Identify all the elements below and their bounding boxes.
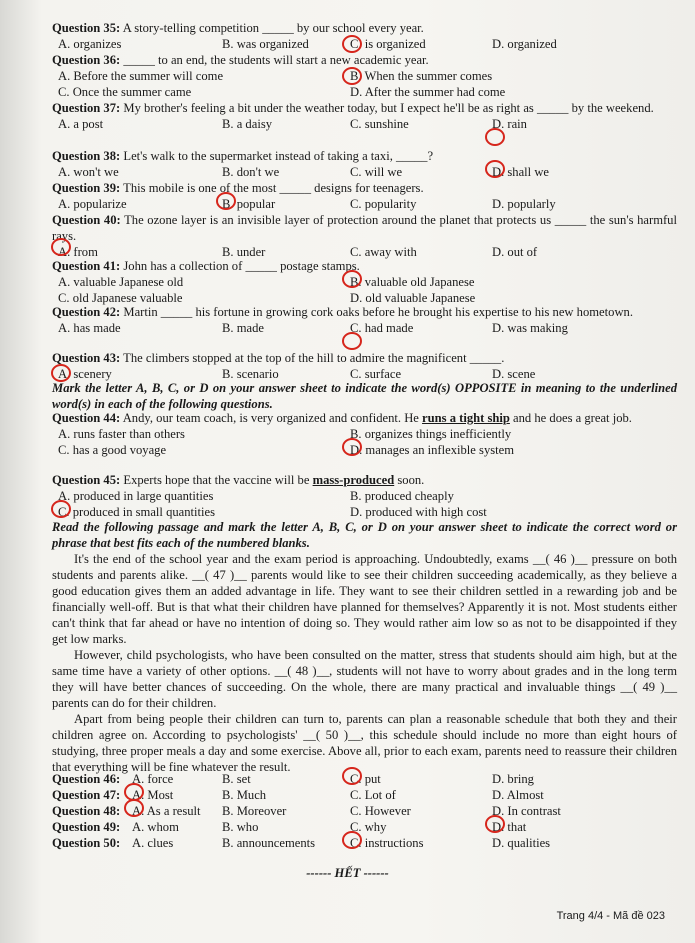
answer-circle — [485, 160, 505, 178]
option-c[interactable]: C. why — [350, 820, 387, 834]
option-b[interactable]: B. announcements — [222, 836, 316, 850]
option-d[interactable]: D. qualities — [492, 836, 551, 850]
option-a[interactable]: A. Before the summer will come — [58, 69, 224, 83]
option-d[interactable]: D. rain — [492, 117, 527, 131]
option-d[interactable]: D. produced with high cost — [350, 505, 487, 519]
option-d[interactable]: D. Almost — [492, 788, 544, 802]
option-c[interactable]: C. Once the summer came — [58, 85, 192, 99]
option-b[interactable]: B. don't we — [222, 165, 280, 179]
option-a[interactable]: A. organizes — [58, 37, 122, 51]
option-c[interactable]: C. surface — [350, 367, 402, 381]
option-d[interactable]: D. shall we — [492, 165, 550, 179]
option-a[interactable]: A. whom — [132, 820, 179, 834]
option-c[interactable]: C. sunshine — [350, 117, 409, 131]
passage-paragraph-3: Apart from being people their children can turn to, parents can plan a reasonable schedule that both they and their children agree on. According to psychologists' __( 50 )__, this schedule should include no more than eight hours of studying, three proper meals a day and some exercise. Above all, prior to each exam, parents need to reassure their children that everything will be fine whatever the result. — [52, 712, 677, 774]
answer-circle — [342, 831, 362, 849]
option-c[interactable]: C. is organized — [350, 37, 426, 51]
option-c[interactable]: C. Lot of — [350, 788, 396, 802]
option-a[interactable]: A. has made — [58, 321, 121, 335]
passage-paragraph-2: However, child psychologists, who have been consulted on the matter, stress that students should aim high, but at the same time have a variety of other options. __( 48 )__, students will not have to worry about grades and in the long term they will have better chances of succeeding. On the whole, there are many practical and invaluable things __( 49 )__ parents can do for their children. — [52, 648, 677, 710]
option-b[interactable]: B. under — [222, 245, 266, 259]
question-42: Question 42: Martin _____ his fortune in growing cork oaks before he brought his expertise to his new hometown. A. has made B. made C. had made D. was making — [52, 305, 633, 335]
option-d[interactable]: D. old valuable Japanese — [350, 291, 476, 305]
option-b[interactable]: B. Moreover — [222, 804, 287, 818]
passage — [52, 551, 677, 775]
option-c[interactable]: C. instructions — [350, 836, 424, 850]
question-44: Question 44: Andy, our team coach, is very organized and confident. He runs a tight ship and he does a great job. A. runs faster than others B. organizes things inefficiently C. has a good voyage D. manages an inflexible system — [52, 411, 632, 457]
option-d[interactable]: D. organized — [492, 37, 557, 51]
option-d[interactable]: D. out of — [492, 245, 538, 259]
option-b[interactable]: B. made — [222, 321, 264, 335]
option-d[interactable]: D. In contrast — [492, 804, 561, 818]
option-d[interactable]: D. popularly — [492, 197, 556, 211]
option-b[interactable]: B. scenario — [222, 367, 279, 381]
question-39: Question 39: This mobile is one of the most _____ designs for teenagers. A. popularize B. popular C. popularity D. popularly — [52, 181, 556, 211]
option-c[interactable]: C. had made — [350, 321, 414, 335]
passage-paragraph-1: It's the end of the school year and the exam period is approaching. Undoubtedly, exams __( 46 )__ pressure on both students and parents alike. __( 47 )__ parents would like to see their children succeeding academically, as they believe a good education gives them an added advantage in life. They want to see their children settled in a rewarding job and be financially well-off. But is that what their children have planned for themselves? Apparently it is not. Most students either can't think that far ahead or have no intention of doing so. They would rather aim low so as not to be disappointed if they get low marks. — [52, 552, 677, 646]
answer-circle — [51, 238, 71, 256]
answer-circle — [485, 128, 505, 146]
option-c[interactable]: C. popularity — [350, 197, 417, 211]
instruction-passage: Read the following passage and mark the letter A, B, C, or D on your answer sheet to indicate the correct word or phrase that best fits each of the numbered blanks. — [52, 520, 677, 550]
option-b[interactable]: B. When the summer comes — [350, 69, 493, 83]
option-c[interactable]: C. away with — [350, 245, 417, 259]
option-a[interactable]: A. As a result — [132, 804, 201, 818]
page-footer: Trang 4/4 - Mã đề 023 — [556, 910, 665, 922]
option-c[interactable]: C. old Japanese valuable — [58, 291, 183, 305]
answer-circle — [51, 500, 71, 518]
option-a[interactable]: A. popularize — [58, 197, 127, 211]
option-b[interactable]: B. produced cheaply — [350, 489, 454, 503]
option-a[interactable]: A. runs faster than others — [58, 427, 185, 441]
option-b[interactable]: B. was organized — [222, 37, 309, 51]
answer-circle — [485, 815, 505, 833]
question-37: Question 37: My brother's feeling a bit under the weather today, but I expect he'll be as right as _____ by the weekend. A. a post B. a daisy C. sunshine D. rain — [52, 101, 654, 131]
answer-circle — [342, 35, 362, 53]
end-marker: ------ HẾT ------ — [306, 866, 389, 880]
option-c[interactable]: C. has a good voyage — [58, 443, 167, 457]
option-a[interactable]: A. scenery — [58, 367, 112, 381]
option-d[interactable]: D. manages an inflexible system — [350, 443, 515, 457]
option-d[interactable]: D. After the summer had come — [350, 85, 506, 99]
cloze-options: Question 46: A. force B. set C. put D. bring Question 47: A. Most B. Much C. Lot of D. Almost Question 48: A. As a result B. Moreover C. However D. In contrast Question 49: A. whom B. who C. why D. that Question 50: A. clues B. announcements C. instructions D. qualities — [52, 772, 561, 850]
answer-circle — [342, 270, 362, 288]
option-c[interactable]: C. produced in small quantities — [58, 505, 216, 519]
answer-circle — [342, 67, 362, 85]
answer-circle — [124, 799, 144, 817]
question-43: Question 43: The climbers stopped at the top of the hill to admire the magnificent _____. A. scenery B. scenario C. surface D. scene — [52, 351, 536, 381]
option-a[interactable]: A. a post — [58, 117, 104, 131]
option-b[interactable]: B. a daisy — [222, 117, 273, 131]
option-d[interactable]: D. bring — [492, 772, 534, 786]
option-b[interactable]: B. set — [222, 772, 251, 786]
option-d[interactable]: D. that — [492, 820, 527, 834]
option-a[interactable]: A. valuable Japanese old — [58, 275, 184, 289]
option-a[interactable]: A. Most — [132, 788, 174, 802]
option-a[interactable]: A. from — [58, 245, 98, 259]
option-b[interactable]: B. organizes things inefficiently — [350, 427, 512, 441]
answer-circle — [51, 364, 71, 382]
question-41: Question 41: John has a collection of _____ postage stamps. A. valuable Japanese old B. valuable old Japanese C. old Japanese valuable D. old valuable Japanese — [52, 259, 476, 305]
answer-circle — [342, 332, 362, 350]
instruction-opposite: Mark the letter A, B, C, or D on your answer sheet to indicate the word(s) OPPOSITE in meaning to the underlined word(s) in each of the following questions. — [52, 381, 677, 411]
question-35: Question 35: A story-telling competition _____ by our school every year. A. organizes B. was organized C. is organized D. organized — [52, 21, 557, 51]
option-a[interactable]: A. produced in large quantities — [58, 489, 214, 503]
answer-circle — [342, 767, 362, 785]
question-38: Question 38: Let's walk to the supermarket instead of taking a taxi, _____? A. won't we B. don't we C. will we D. shall we — [52, 149, 550, 179]
option-c[interactable]: C. will we — [350, 165, 403, 179]
answer-circle — [342, 438, 362, 456]
option-a[interactable]: A. won't we — [58, 165, 119, 179]
option-d[interactable]: D. scene — [492, 367, 536, 381]
underlined-phrase: runs a tight ship — [422, 411, 510, 425]
underlined-phrase: mass-produced — [312, 473, 395, 487]
question-40: Question 40: The ozone layer is an invisible layer of protection around the planet that protects us _____ the sun's harmful rays. A. from B. under C. away with D. out of — [52, 213, 677, 259]
option-a[interactable]: A. clues — [132, 836, 174, 850]
option-b[interactable]: B. valuable old Japanese — [350, 275, 475, 289]
answer-circle — [216, 192, 236, 210]
option-a[interactable]: A. force — [132, 772, 174, 786]
option-c[interactable]: C. put — [350, 772, 381, 786]
question-36: Question 36: _____ to an end, the students will start a new academic year. A. Before the summer will come B. When the summer comes C. Once the summer came D. After the summer had come — [52, 53, 506, 99]
question-45: Question 45: Experts hope that the vaccine will be mass-produced soon. A. produced in large quantities B. produced cheaply C. produced in small quantities D. produced with high cost — [52, 473, 487, 519]
option-b[interactable]: B. who — [222, 820, 259, 834]
option-b[interactable]: B. popular — [222, 197, 276, 211]
option-b[interactable]: B. Much — [222, 788, 267, 802]
option-d[interactable]: D. was making — [492, 321, 568, 335]
option-c[interactable]: C. However — [350, 804, 411, 818]
